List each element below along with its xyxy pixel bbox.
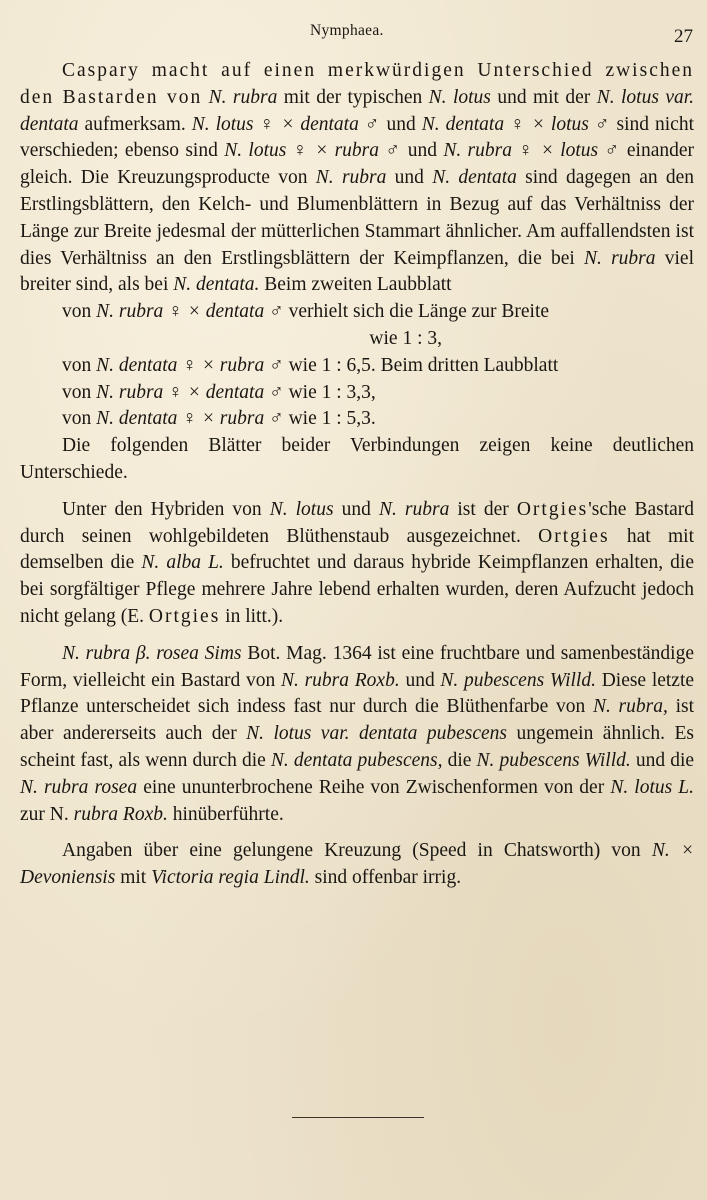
- text-run: und: [394, 167, 424, 189]
- species-name: N. dentata pubescens,: [270, 749, 443, 771]
- text-run: Bot. Mag. 1364 ist eine fruchtbare und samenbeständige Form, vielleicht ein Bastard von: [20, 642, 695, 691]
- ratio-row: [20, 406, 694, 433]
- species-name: N. lotus var. dentata: [20, 86, 695, 135]
- species-name: N. lotus: [428, 86, 491, 108]
- cross-formula: N. lotus ♀ × rubra ♂: [224, 140, 402, 162]
- text-run: ungemein ähnlich. Es scheint fast, als wenn durch die: [20, 723, 694, 771]
- cross-formula: N. rubra ♀ × dentata ♂: [96, 301, 284, 323]
- text-run: von: [62, 381, 92, 403]
- paragraph-speed: [20, 838, 694, 892]
- text-run: aufmerksam.: [84, 113, 186, 135]
- text-run: und: [386, 113, 416, 135]
- species-name: rubra Roxb.: [73, 803, 168, 825]
- person-name: Ortgies: [148, 605, 221, 627]
- text-run: mit der typischen: [283, 86, 423, 108]
- body-text: [20, 58, 694, 892]
- text-run: wie 1 : 5,3.: [288, 408, 376, 430]
- text-run: wie 1 : 6,5. Beim dritten Laubblatt: [288, 354, 559, 376]
- page-header: [0, 20, 707, 46]
- ratio-examples: [20, 299, 694, 433]
- text-run: Angaben über eine gelungene Kreuzung (Speed in Chatsworth) von: [62, 840, 641, 862]
- text-run: und mit der: [497, 86, 591, 108]
- species-name: N. rubra β. rosea Sims: [62, 642, 242, 664]
- species-name: Victoria regia Lindl.: [151, 867, 310, 889]
- species-name: N. × Devoniensis: [20, 840, 695, 889]
- text-run: von: [62, 354, 92, 376]
- text-run: ist aber andererseits auch der: [20, 696, 695, 745]
- species-name: N. rubra,: [592, 696, 668, 718]
- ratio-row: [20, 380, 694, 407]
- species-name: N. dentata.: [173, 274, 260, 296]
- species-name: N. pubescens Willd.: [476, 749, 631, 771]
- person-name: Ortgies: [538, 525, 610, 547]
- ratio-value: wie 1 : 3,: [369, 327, 442, 349]
- text-run: hat mit demselben die: [20, 525, 694, 574]
- species-name: N. rubra: [315, 167, 387, 189]
- section-divider: [292, 1117, 424, 1118]
- text-run: und die: [635, 749, 695, 771]
- text-run: die: [447, 749, 472, 771]
- page-number: 27: [674, 26, 693, 47]
- text-run: mit: [120, 867, 147, 889]
- text-run: von: [62, 408, 92, 430]
- species-name: N. rubra: [208, 86, 278, 108]
- paragraph-caspary: [20, 58, 694, 299]
- text-run: verhielt sich die Länge zur Breite: [288, 301, 550, 323]
- text-run: wie 1 : 3,3,: [288, 381, 376, 403]
- text-run: in litt.).: [225, 605, 284, 627]
- species-name: N. lotus: [269, 498, 334, 520]
- ratio-row: [20, 299, 694, 326]
- text-run: Diese letzte Pflanze unterscheidet sich indess fast nur durch die Blüthenfarbe von: [20, 669, 695, 718]
- cross-formula: N. rubra ♀ × lotus ♂: [443, 140, 621, 162]
- text-run: sind nicht verschieden; ebenso sind: [20, 113, 695, 162]
- text-run: eine ununterbrochene Reihe von Zwischenformen von der: [143, 776, 605, 798]
- text-run: Beim zweiten Laubblatt: [264, 274, 452, 296]
- paragraph-rosea: [20, 641, 694, 829]
- text-run: von: [62, 301, 92, 323]
- intro-text: Caspary macht auf einen merkwürdigen Unterschied zwischen den Bastarden von: [20, 60, 694, 108]
- text-run: zur N.: [20, 803, 69, 825]
- text-run: sind dagegen an den Erstlingsblättern, den Kelch- und Blumenblättern in Bezug auf das Verhältniss der Länge zur Breite jedesmal der mütterlichen Stammart ähnlicher. Am auffallendsten ist dies Verhältniss an den Erstlingsblättern der Keimpflanzen, die bei: [20, 167, 695, 269]
- text-run: 'sche Bastard durch seinen wohlgebildeten Blüthenstaub ausgezeichnet.: [20, 498, 695, 547]
- species-name: N. lotus var. dentata pubescens: [246, 723, 508, 745]
- species-name: N. rubra: [584, 247, 656, 269]
- text-run: befruchtet und daraus hybride Keimpflanzen erhalten, die bei sorgfältiger Pflege mehrere Jahre lebend erhalten wurden, deren Aufzucht jedoch nicht gelang (E.: [20, 552, 694, 627]
- text-run: sind offenbar irrig.: [314, 867, 462, 889]
- text-run: und: [341, 498, 371, 520]
- text-run: viel breiter sind, als bei: [20, 247, 694, 296]
- cross-formula: N. dentata ♀ × rubra ♂: [96, 354, 284, 376]
- cross-formula: N. dentata ♀ × rubra ♂: [96, 408, 284, 430]
- species-name: N. lotus L.: [610, 776, 695, 798]
- text-run: und: [407, 140, 437, 162]
- cross-formula: N. dentata ♀ × lotus ♂: [421, 113, 611, 135]
- species-name: N. dentata: [432, 167, 517, 189]
- species-name: N. pubescens Willd.: [440, 669, 596, 691]
- paragraph-ortgies: [20, 497, 694, 631]
- text-run: Unter den Hybriden von: [62, 498, 262, 520]
- text-run: einander gleich. Die Kreuzungsproducte von: [20, 140, 695, 189]
- species-name: N. rubra Roxb.: [280, 669, 400, 691]
- text-run: hinüberführte.: [172, 803, 284, 825]
- person-name: Ortgies: [516, 498, 589, 520]
- ratio-row: [20, 353, 694, 380]
- species-name: N. alba L.: [141, 552, 224, 574]
- species-name: N. rubra: [378, 498, 450, 520]
- running-title: Nymphaea.: [310, 22, 384, 39]
- cross-formula: N. rubra ♀ × dentata ♂: [96, 381, 284, 403]
- paragraph-leaves: Die folgenden Blätter beider Verbindungen zeigen keine deutlichen Unterschiede.: [20, 435, 694, 483]
- text-run: ist der: [457, 498, 509, 520]
- species-name: N. rubra rosea: [20, 776, 138, 798]
- ratio-row: [20, 326, 694, 353]
- text-run: und: [405, 669, 435, 691]
- cross-formula: N. lotus ♀ × dentata ♂: [191, 113, 381, 135]
